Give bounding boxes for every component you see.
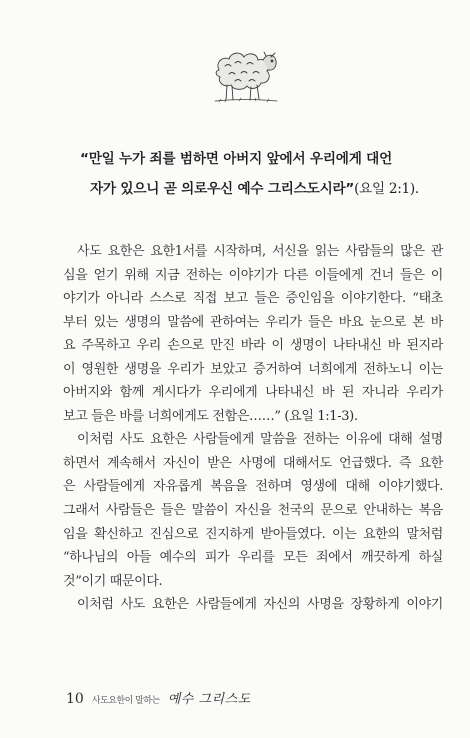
body-line: 이처럼 사도 요한은 사람들에게 자신의 사명을 장황하게 이야기 [77,597,443,613]
body-line: “하나님의 아들 예수의 피가 우리를 모든 죄에서 깨끗하게 하실 [63,550,443,566]
bible-quote [80,144,420,204]
body-line: 보고 들은 바를 너희에게도 전함은……” (요일 1:1-3). [63,408,358,424]
quote-line-2-text: 자가 있으니 곧 의로우신 예수 그리스도시라” [90,181,355,197]
body-line: 임을 확신하고 진심으로 진지하게 받아들였다. 이는 요한의 말처럼 [63,526,443,542]
paragraph-3 [63,593,443,617]
running-title: 예수 그리스도 [167,692,251,707]
body-line: 은 사람들에게 자유롭게 복음을 전하며 영생에 대해 이야기했다. [63,479,443,495]
body-line: 하면서 계속해서 자신이 받은 사명에 대해서도 언급했다. 즉 요한 [63,455,443,471]
body-text [63,240,443,617]
page-footer [66,688,251,708]
quote-reference: (요일 2:1). [354,181,419,197]
body-line: 야기가 아니라 스스로 직접 보고 들은 증인임을 이야기한다. “태초 [63,291,443,307]
body-line: 아버지와 함께 계시다가 우리에게 나타내신 바 된 자니라 우리가 [63,385,443,401]
paragraph-1 [63,240,443,428]
body-line: 이처럼 사도 요한은 사람들에게 말씀을 전하는 이유에 대해 설명 [77,432,443,448]
body-line: 요 주목하고 우리 손으로 만진 바라 이 생명이 나타내신 바 된지라 [63,338,443,354]
sheep-illustration-icon [205,40,283,112]
quote-line-2 [80,174,420,204]
body-line: 것”이기 때문이다. [63,573,163,589]
body-line: 이 영원한 생명을 우리가 보았고 증거하여 너희에게 전하노니 이는 [63,361,443,377]
quote-line-1: “만일 누가 죄를 범하면 아버지 앞에서 우리에게 대언 [80,151,393,167]
paragraph-2 [63,428,443,593]
body-line: 부터 있는 생명의 말씀에 관하여는 우리가 들은 바요 눈으로 본 바 [63,314,443,330]
body-line: 그래서 사람들은 들은 말씀이 자신을 천국의 문으로 안내하는 복음 [63,503,443,519]
page-number: 10 [66,691,84,707]
body-line: 심을 얻기 위해 지금 전하는 이야기가 다른 이들에게 건너 들은 이 [63,267,443,283]
body-line: 사도 요한은 요한1서를 시작하며, 서신을 읽는 사람들의 많은 관 [77,244,443,259]
running-title-prefix: 사도요한이 말하는 [91,696,160,706]
